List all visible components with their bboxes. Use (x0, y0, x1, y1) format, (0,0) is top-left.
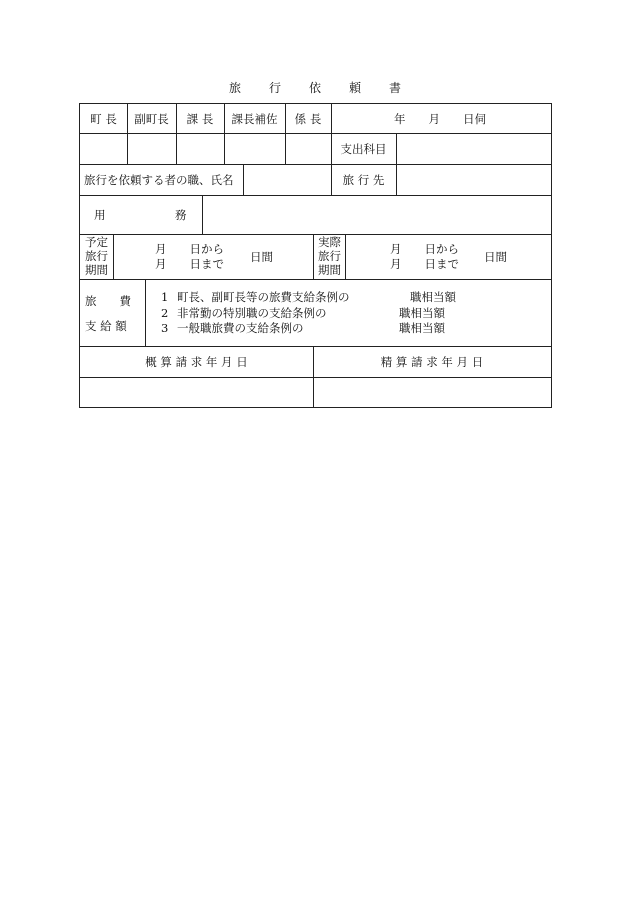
expense-item-suffix: 職相当額 (410, 290, 456, 304)
approval-kacho-label: 課 長 (186, 111, 214, 126)
row-divider (80, 133, 551, 134)
planned-period-label-3: 期間 (85, 263, 108, 277)
settlement-request-date-label: 精 算 請 求 年 月 日 (380, 354, 484, 369)
form-title (0, 79, 630, 96)
planned-days: 日間 (250, 250, 273, 264)
actual-to: 月 日まで (390, 257, 459, 271)
title-char: 旅 (228, 81, 241, 95)
planned-period-label-2: 旅行 (85, 249, 108, 263)
planned-period-label-1: 予定 (85, 235, 108, 249)
col-divider (202, 195, 203, 234)
approval-kachohosa-label: 課長補佐 (231, 111, 278, 126)
actual-period-label-2: 旅行 (318, 249, 341, 263)
row-divider (80, 195, 551, 196)
col-divider (396, 133, 397, 195)
travel-expense-label-1: 旅 費 (85, 294, 131, 308)
expense-item-text: 町長、副町長等の旅費支給条例の (177, 290, 350, 304)
expense-item-text: 一般職旅費の支給条例の (177, 321, 304, 335)
travel-request-form (79, 103, 552, 408)
col-divider (345, 234, 346, 279)
expense-item-no: 2 (161, 306, 169, 320)
approval-fukucho-label: 副町長 (134, 111, 169, 126)
expense-item-text: 非常勤の特別職の支給条例の (177, 306, 327, 320)
expense-item-no: 3 (161, 321, 169, 335)
col-divider (243, 164, 244, 195)
purpose-label-mu: 務 (175, 208, 187, 222)
actual-from: 月 日から (390, 242, 459, 256)
actual-period-label-1: 実際 (318, 235, 341, 249)
col-divider (113, 234, 114, 279)
approval-cho-label: 町 長 (90, 111, 117, 126)
approval-kakaricho-label: 係 長 (294, 111, 322, 126)
planned-from: 月 日から (155, 242, 224, 256)
request-date-label: 年 月 日伺 (394, 111, 486, 126)
travel-expense-label-2: 支 給 額 (85, 319, 127, 333)
purpose-label-yo: 用 (94, 208, 106, 222)
title-char: 頼 (349, 81, 362, 95)
expense-account-label: 支出科目 (340, 141, 387, 156)
expense-item-suffix: 職相当額 (399, 306, 445, 320)
title-char: 行 (268, 81, 281, 95)
actual-days: 日間 (484, 250, 507, 264)
row-divider (80, 377, 551, 378)
actual-period-label-3: 期間 (318, 263, 341, 277)
col-divider (313, 234, 314, 279)
estimate-request-date-label: 概 算 請 求 年 月 日 (145, 354, 248, 369)
title-char: 書 (389, 81, 402, 95)
col-divider (145, 279, 146, 346)
requester-label: 旅行を依頼する者の職、氏名 (84, 172, 234, 187)
row-divider (80, 234, 551, 235)
row-divider (80, 279, 551, 280)
destination-label: 旅 行 先 (342, 172, 385, 187)
planned-to: 月 日まで (155, 257, 224, 271)
expense-item-suffix: 職相当額 (399, 321, 445, 335)
expense-item-no: 1 (161, 290, 169, 304)
title-char: 依 (308, 81, 321, 95)
